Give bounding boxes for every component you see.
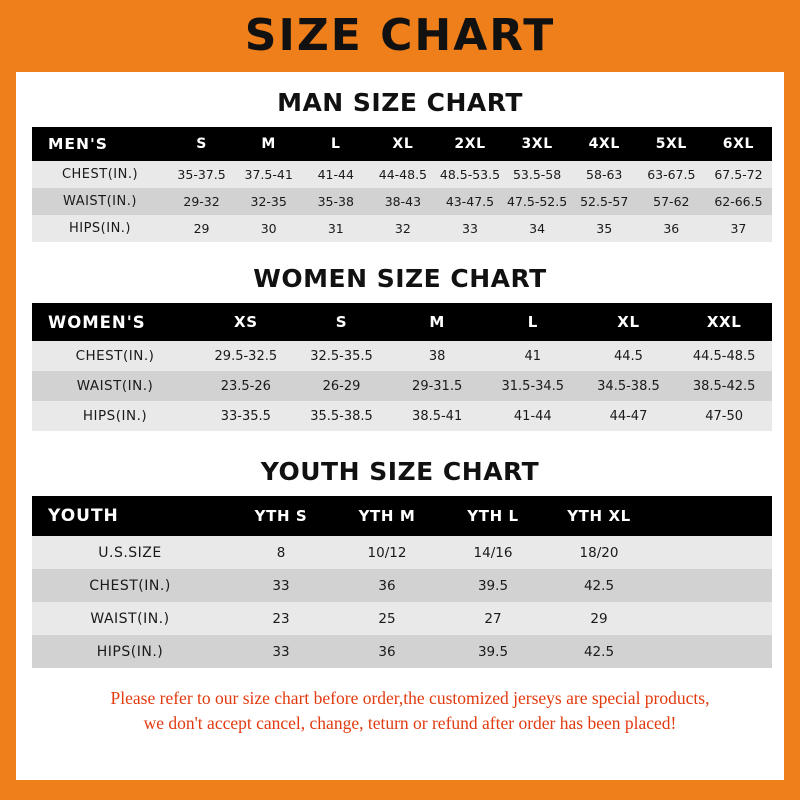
women-cell-1-1: 26-29 (294, 371, 390, 401)
table-row (32, 188, 772, 215)
man-cell-0-7: 63-67.5 (638, 161, 705, 188)
man-cell-1-4: 43-47.5 (436, 188, 503, 215)
youth-col-2: YTH M (334, 496, 440, 536)
man-cell-1-8: 62-66.5 (705, 188, 772, 215)
man-col-4: XL (369, 127, 436, 161)
women-col-6: XXL (676, 303, 772, 341)
man-cell-2-2: 31 (302, 215, 369, 242)
man-cell-1-6: 52.5-57 (571, 188, 638, 215)
youth-cell-2-spacer (652, 602, 772, 635)
youth-table-body (32, 536, 772, 668)
women-col-0: WOMEN'S (32, 303, 198, 341)
man-cell-0-3: 44-48.5 (369, 161, 436, 188)
man-cell-0-2: 41-44 (302, 161, 369, 188)
youth-cell-3-2: 39.5 (440, 635, 546, 668)
youth-row-1-label: CHEST(IN.) (32, 569, 228, 602)
man-col-2: M (235, 127, 302, 161)
man-cell-2-8: 37 (705, 215, 772, 242)
youth-cell-1-spacer (652, 569, 772, 602)
women-col-3: M (389, 303, 485, 341)
man-cell-0-6: 58-63 (571, 161, 638, 188)
table-row (32, 569, 772, 602)
man-col-5: 2XL (436, 127, 503, 161)
women-cell-2-2: 38.5-41 (389, 401, 485, 431)
youth-size-table (32, 496, 772, 668)
women-cell-2-3: 41-44 (485, 401, 581, 431)
table-row (32, 161, 772, 188)
table-row (32, 536, 772, 569)
man-cell-1-5: 47.5-52.5 (504, 188, 571, 215)
man-cell-0-5: 53.5-58 (504, 161, 571, 188)
bottom-band (16, 780, 784, 800)
man-section-title: MAN SIZE CHART (277, 88, 523, 117)
youth-cell-2-1: 25 (334, 602, 440, 635)
youth-row-3-label: HIPS(IN.) (32, 635, 228, 668)
youth-cell-2-0: 23 (228, 602, 334, 635)
women-cell-1-0: 23.5-26 (198, 371, 294, 401)
man-cell-1-2: 35-38 (302, 188, 369, 215)
man-cell-1-0: 29-32 (168, 188, 235, 215)
women-table-head (32, 303, 772, 341)
youth-cell-0-3: 18/20 (546, 536, 652, 569)
footer-note-line-1: Please refer to our size chart before order,the customized jerseys are special products, (110, 688, 710, 708)
man-table-head (32, 127, 772, 161)
youth-cell-3-spacer (652, 635, 772, 668)
women-cell-0-5: 44.5-48.5 (676, 341, 772, 371)
youth-row-0-label: U.S.SIZE (32, 536, 228, 569)
women-row-1-label: WAIST(IN.) (32, 371, 198, 401)
man-cell-0-1: 37.5-41 (235, 161, 302, 188)
page-title: SIZE CHART (244, 10, 556, 61)
man-cell-2-5: 34 (504, 215, 571, 242)
women-col-1: XS (198, 303, 294, 341)
women-col-5: XL (581, 303, 677, 341)
table-row (32, 602, 772, 635)
man-cell-2-7: 36 (638, 215, 705, 242)
man-cell-2-0: 29 (168, 215, 235, 242)
women-cell-0-1: 32.5-35.5 (294, 341, 390, 371)
man-col-0: MEN'S (32, 127, 168, 161)
man-cell-2-3: 32 (369, 215, 436, 242)
man-col-8: 5XL (638, 127, 705, 161)
women-cell-2-5: 47-50 (676, 401, 772, 431)
man-row-1-label: WAIST(IN.) (32, 188, 168, 215)
youth-col-spacer (652, 496, 772, 536)
youth-cell-2-3: 29 (546, 602, 652, 635)
women-cell-0-2: 38 (389, 341, 485, 371)
man-cell-0-8: 67.5-72 (705, 161, 772, 188)
youth-col-0: YOUTH (32, 496, 228, 536)
women-table-body (32, 341, 772, 431)
women-cell-2-4: 44-47 (581, 401, 677, 431)
youth-cell-3-3: 42.5 (546, 635, 652, 668)
women-col-4: L (485, 303, 581, 341)
youth-cell-3-0: 33 (228, 635, 334, 668)
content (16, 88, 784, 737)
women-size-table (32, 303, 772, 431)
youth-cell-0-2: 14/16 (440, 536, 546, 569)
youth-cell-0-0: 8 (228, 536, 334, 569)
youth-cell-0-1: 10/12 (334, 536, 440, 569)
women-row-2-label: HIPS(IN.) (32, 401, 198, 431)
women-cell-0-4: 44.5 (581, 341, 677, 371)
youth-col-4: YTH XL (546, 496, 652, 536)
women-cell-2-1: 35.5-38.5 (294, 401, 390, 431)
women-cell-1-3: 31.5-34.5 (485, 371, 581, 401)
women-section-title: WOMEN SIZE CHART (253, 264, 547, 293)
youth-col-3: YTH L (440, 496, 546, 536)
header-band (0, 0, 800, 72)
man-col-9: 6XL (705, 127, 772, 161)
man-cell-0-0: 35-37.5 (168, 161, 235, 188)
women-cell-0-0: 29.5-32.5 (198, 341, 294, 371)
man-col-7: 4XL (571, 127, 638, 161)
man-col-3: L (302, 127, 369, 161)
youth-table-head (32, 496, 772, 536)
table-header-row (32, 303, 772, 341)
table-header-row (32, 496, 772, 536)
man-size-table (32, 127, 772, 242)
man-row-0-label: CHEST(IN.) (32, 161, 168, 188)
youth-cell-1-2: 39.5 (440, 569, 546, 602)
women-cell-0-3: 41 (485, 341, 581, 371)
youth-row-2-label: WAIST(IN.) (32, 602, 228, 635)
youth-cell-1-3: 42.5 (546, 569, 652, 602)
youth-section-title: YOUTH SIZE CHART (260, 457, 540, 486)
women-row-0-label: CHEST(IN.) (32, 341, 198, 371)
table-row (32, 371, 772, 401)
women-cell-1-2: 29-31.5 (389, 371, 485, 401)
man-row-2-label: HIPS(IN.) (32, 215, 168, 242)
youth-col-1: YTH S (228, 496, 334, 536)
women-cell-2-0: 33-35.5 (198, 401, 294, 431)
youth-cell-3-1: 36 (334, 635, 440, 668)
youth-cell-2-2: 27 (440, 602, 546, 635)
man-cell-1-3: 38-43 (369, 188, 436, 215)
women-cell-1-4: 34.5-38.5 (581, 371, 677, 401)
man-col-1: S (168, 127, 235, 161)
footer-note (32, 686, 788, 737)
footer-note-line-2: we don't accept cancel, change, teturn or refund after order has been placed! (143, 713, 677, 734)
man-col-6: 3XL (504, 127, 571, 161)
table-row (32, 341, 772, 371)
women-cell-1-5: 38.5-42.5 (676, 371, 772, 401)
man-cell-0-4: 48.5-53.5 (436, 161, 503, 188)
man-cell-1-7: 57-62 (638, 188, 705, 215)
man-cell-1-1: 32-35 (235, 188, 302, 215)
man-cell-2-1: 30 (235, 215, 302, 242)
table-row (32, 215, 772, 242)
youth-cell-0-spacer (652, 536, 772, 569)
youth-cell-1-1: 36 (334, 569, 440, 602)
man-cell-2-6: 35 (571, 215, 638, 242)
youth-cell-1-0: 33 (228, 569, 334, 602)
table-header-row (32, 127, 772, 161)
women-col-2: S (294, 303, 390, 341)
man-table-body (32, 161, 772, 242)
table-row (32, 635, 772, 668)
table-row (32, 401, 772, 431)
man-cell-2-4: 33 (436, 215, 503, 242)
